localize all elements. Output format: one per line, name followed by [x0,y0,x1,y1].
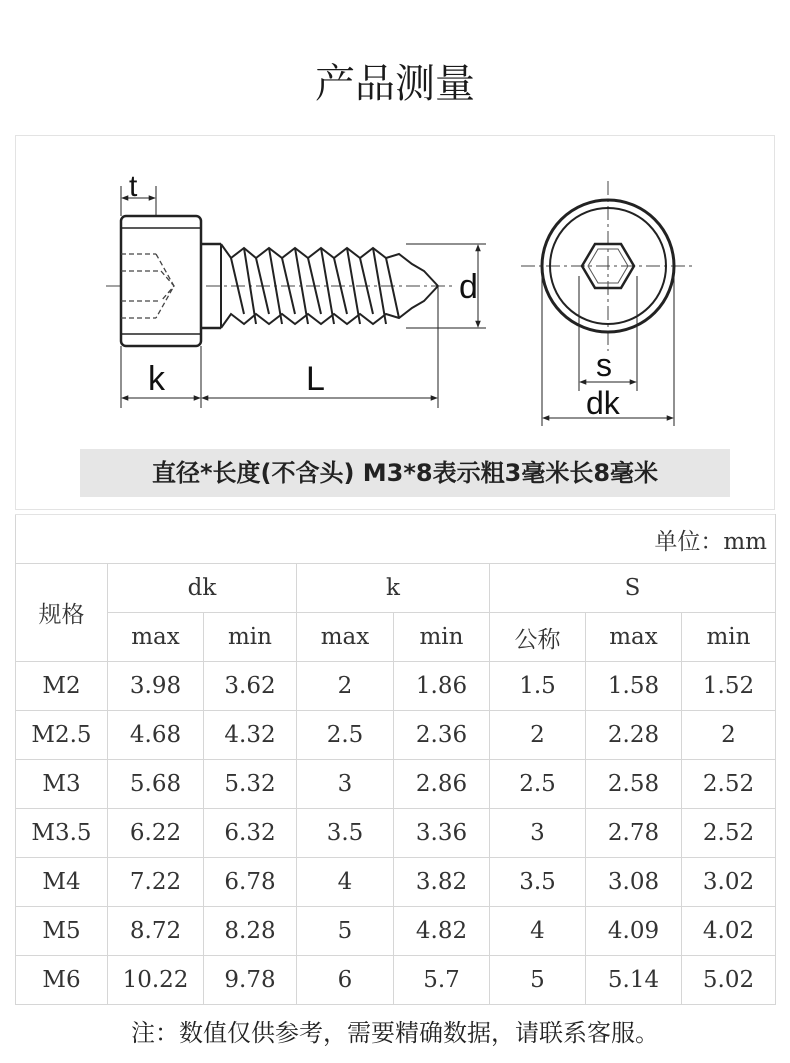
value-cell: 3.02 [682,858,776,907]
value-cell: 2.52 [682,809,776,858]
thread-body [221,244,438,328]
table-row [16,858,776,907]
value-cell: 2.5 [490,760,586,809]
value-cell: 8.28 [204,907,297,956]
value-cell: 6.22 [108,809,204,858]
page-title: 产品测量 [315,61,475,107]
value-cell: 3 [297,760,394,809]
unit-cell [16,515,776,564]
spec-cell: M5 [16,907,108,956]
value-cell: 7.22 [108,858,204,907]
group-header-k: k [297,564,490,613]
subheader-cell: 公称 [490,613,586,662]
value-cell: 3.5 [490,858,586,907]
screw-head [121,216,201,346]
spec-cell: M4 [16,858,108,907]
value-cell: 5 [297,907,394,956]
spec-cell: M3 [16,760,108,809]
value-cell: 4 [490,907,586,956]
value-cell: 9.78 [204,956,297,1005]
value-cell: 1.5 [490,662,586,711]
unit-label: 单位： [654,528,724,555]
value-cell: 1.86 [394,662,490,711]
value-cell: 2 [490,711,586,760]
subheader-cell: min [682,613,776,662]
subheader-cell: min [394,613,490,662]
spec-cell: M2.5 [16,711,108,760]
value-cell: 5.7 [394,956,490,1005]
value-cell: 3.36 [394,809,490,858]
value-cell: 2.52 [682,760,776,809]
label-L: L [306,360,325,398]
value-cell: 8.72 [108,907,204,956]
value-cell: 2.28 [586,711,682,760]
value-cell: 2.36 [394,711,490,760]
value-cell: 4.09 [586,907,682,956]
value-cell: 3.08 [586,858,682,907]
group-header-dk: dk [108,564,297,613]
value-cell: 4 [297,858,394,907]
value-cell: 2 [297,662,394,711]
value-cell: 4.68 [108,711,204,760]
value-cell: 6.32 [204,809,297,858]
value-cell: 6.78 [204,858,297,907]
label-dk: dk [586,385,620,421]
value-cell: 1.58 [586,662,682,711]
table-row [16,760,776,809]
subheader-cell: max [297,613,394,662]
value-cell: 2.5 [297,711,394,760]
value-cell: 4.02 [682,907,776,956]
label-s: s [596,347,612,383]
spec-cell: M2 [16,662,108,711]
subheader-cell: min [204,613,297,662]
table-body [16,662,776,1005]
table-row [16,956,776,1005]
label-t: t [129,170,138,203]
value-cell: 3.98 [108,662,204,711]
table-row [16,809,776,858]
spec-cell: M3.5 [16,809,108,858]
spec-header: 规格 [16,564,108,662]
subheader-cell: max [586,613,682,662]
value-cell: 2.58 [586,760,682,809]
table-row [16,711,776,760]
value-cell: 2.78 [586,809,682,858]
spec-cell: M6 [16,956,108,1005]
value-cell: 2 [682,711,776,760]
label-d: d [459,268,478,306]
value-cell: 3.62 [204,662,297,711]
value-cell: 1.52 [682,662,776,711]
table-row [16,662,776,711]
table-row [16,907,776,956]
footer-note: 注：数值仅供参考，需要精确数据，请联系客服。 [131,1019,659,1047]
diagram-caption: 直径*长度(不含头) M3*8表示粗3毫米长8毫米 [80,449,730,497]
group-header-s: S [490,564,776,613]
value-cell: 4.82 [394,907,490,956]
subheader-row [16,613,776,662]
value-cell: 5.32 [204,760,297,809]
value-cell: 4.32 [204,711,297,760]
value-cell: 3.82 [394,858,490,907]
value-cell: 6 [297,956,394,1005]
value-cell: 3.5 [297,809,394,858]
value-cell: 5.14 [586,956,682,1005]
value-cell: 10.22 [108,956,204,1005]
value-cell: 5.68 [108,760,204,809]
unit-value: mm [723,528,767,555]
value-cell: 5 [490,956,586,1005]
value-cell: 5.02 [682,956,776,1005]
value-cell: 2.86 [394,760,490,809]
spec-table [15,514,776,1005]
value-cell: 3 [490,809,586,858]
subheader-cell: max [108,613,204,662]
label-k: k [148,360,165,398]
